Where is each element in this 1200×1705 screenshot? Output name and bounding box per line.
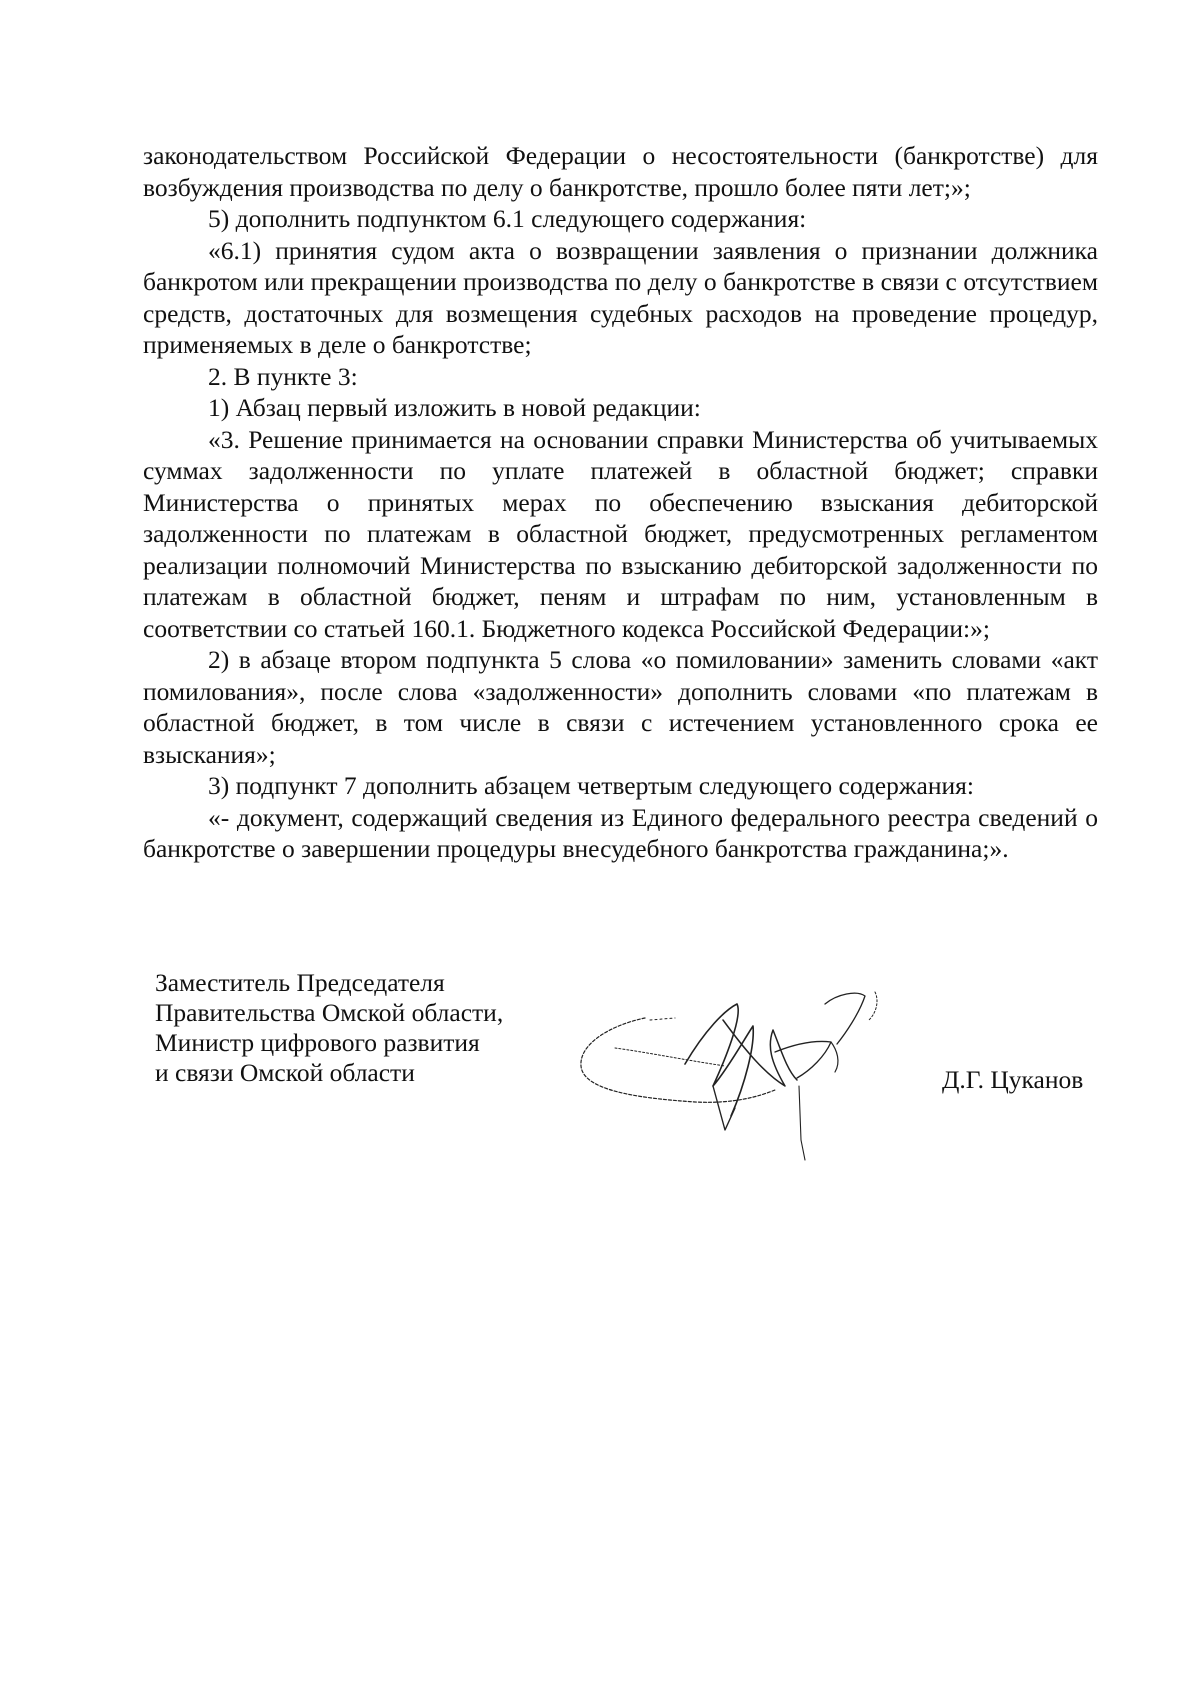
document-body — [143, 140, 1098, 865]
paragraph: «3. Решение принимается на основании справки Министерства об учитываемых суммах задолженности по уплате платежей в областной бюджет; справки Министерства о принятых мерах по обеспечению взыскания дебиторской задолженности по платежам в областной бюджет, предусмотренных регламентом реализации полномочий Министерства по взысканию дебиторской задолженности по платежам в областной бюджет, пеням и штрафам по ним, установленным в соответствии со статьей 160.1. Бюджетного кодекса Российской Федерации:»; — [143, 424, 1098, 643]
paragraph: 5) дополнить подпунктом 6.1 следующего содержания: — [208, 204, 807, 233]
paragraph: «- документ, содержащий сведения из Единого федерального реестра сведений о банкротстве о завершении процедуры внесудебного банкротства гражданина;». — [143, 802, 1098, 863]
signatory-position-line: и связи Омской области — [155, 1058, 415, 1087]
paragraph: 2. В пункте 3: — [208, 361, 358, 391]
signatory-name: Д.Г. Цуканов — [942, 1065, 1084, 1094]
signatory-position-line: Министр цифрового развития — [155, 1028, 480, 1057]
paragraph: 2) в абзаце втором подпункта 5 слова «о помиловании» заменить словами «акт помилования», после слова «задолженности» дополнить словами «по платежам в областной бюджет, в том числе в связи с истечением установленного срока ее взыскания»; — [143, 645, 1098, 769]
handwritten-signature — [575, 990, 935, 1170]
paragraph: законодательством Российской Федерации о несостоятельности (банкротстве) для возбуждения производства по делу о банкротстве, прошло более пяти лет;»; — [143, 141, 1098, 202]
paragraph: 3) подпункт 7 дополнить абзацем четвертым следующего содержания: — [208, 771, 974, 800]
paragraph: «6.1) принятия судом акта о возвращении заявления о признании должника банкротом или прекращении производства по делу о банкротстве в связи с отсутствием средств, достаточных для возмещения судебных расходов на проведение процедур, применяемых в деле о банкротстве; — [143, 235, 1098, 359]
signatory-position — [155, 968, 503, 1088]
paragraph: 1) Абзац первый изложить в новой редакции: — [208, 393, 701, 422]
signatory-position-line: Правительства Омской области, — [155, 998, 504, 1027]
signatory-position-line: Заместитель Председателя — [155, 968, 445, 997]
